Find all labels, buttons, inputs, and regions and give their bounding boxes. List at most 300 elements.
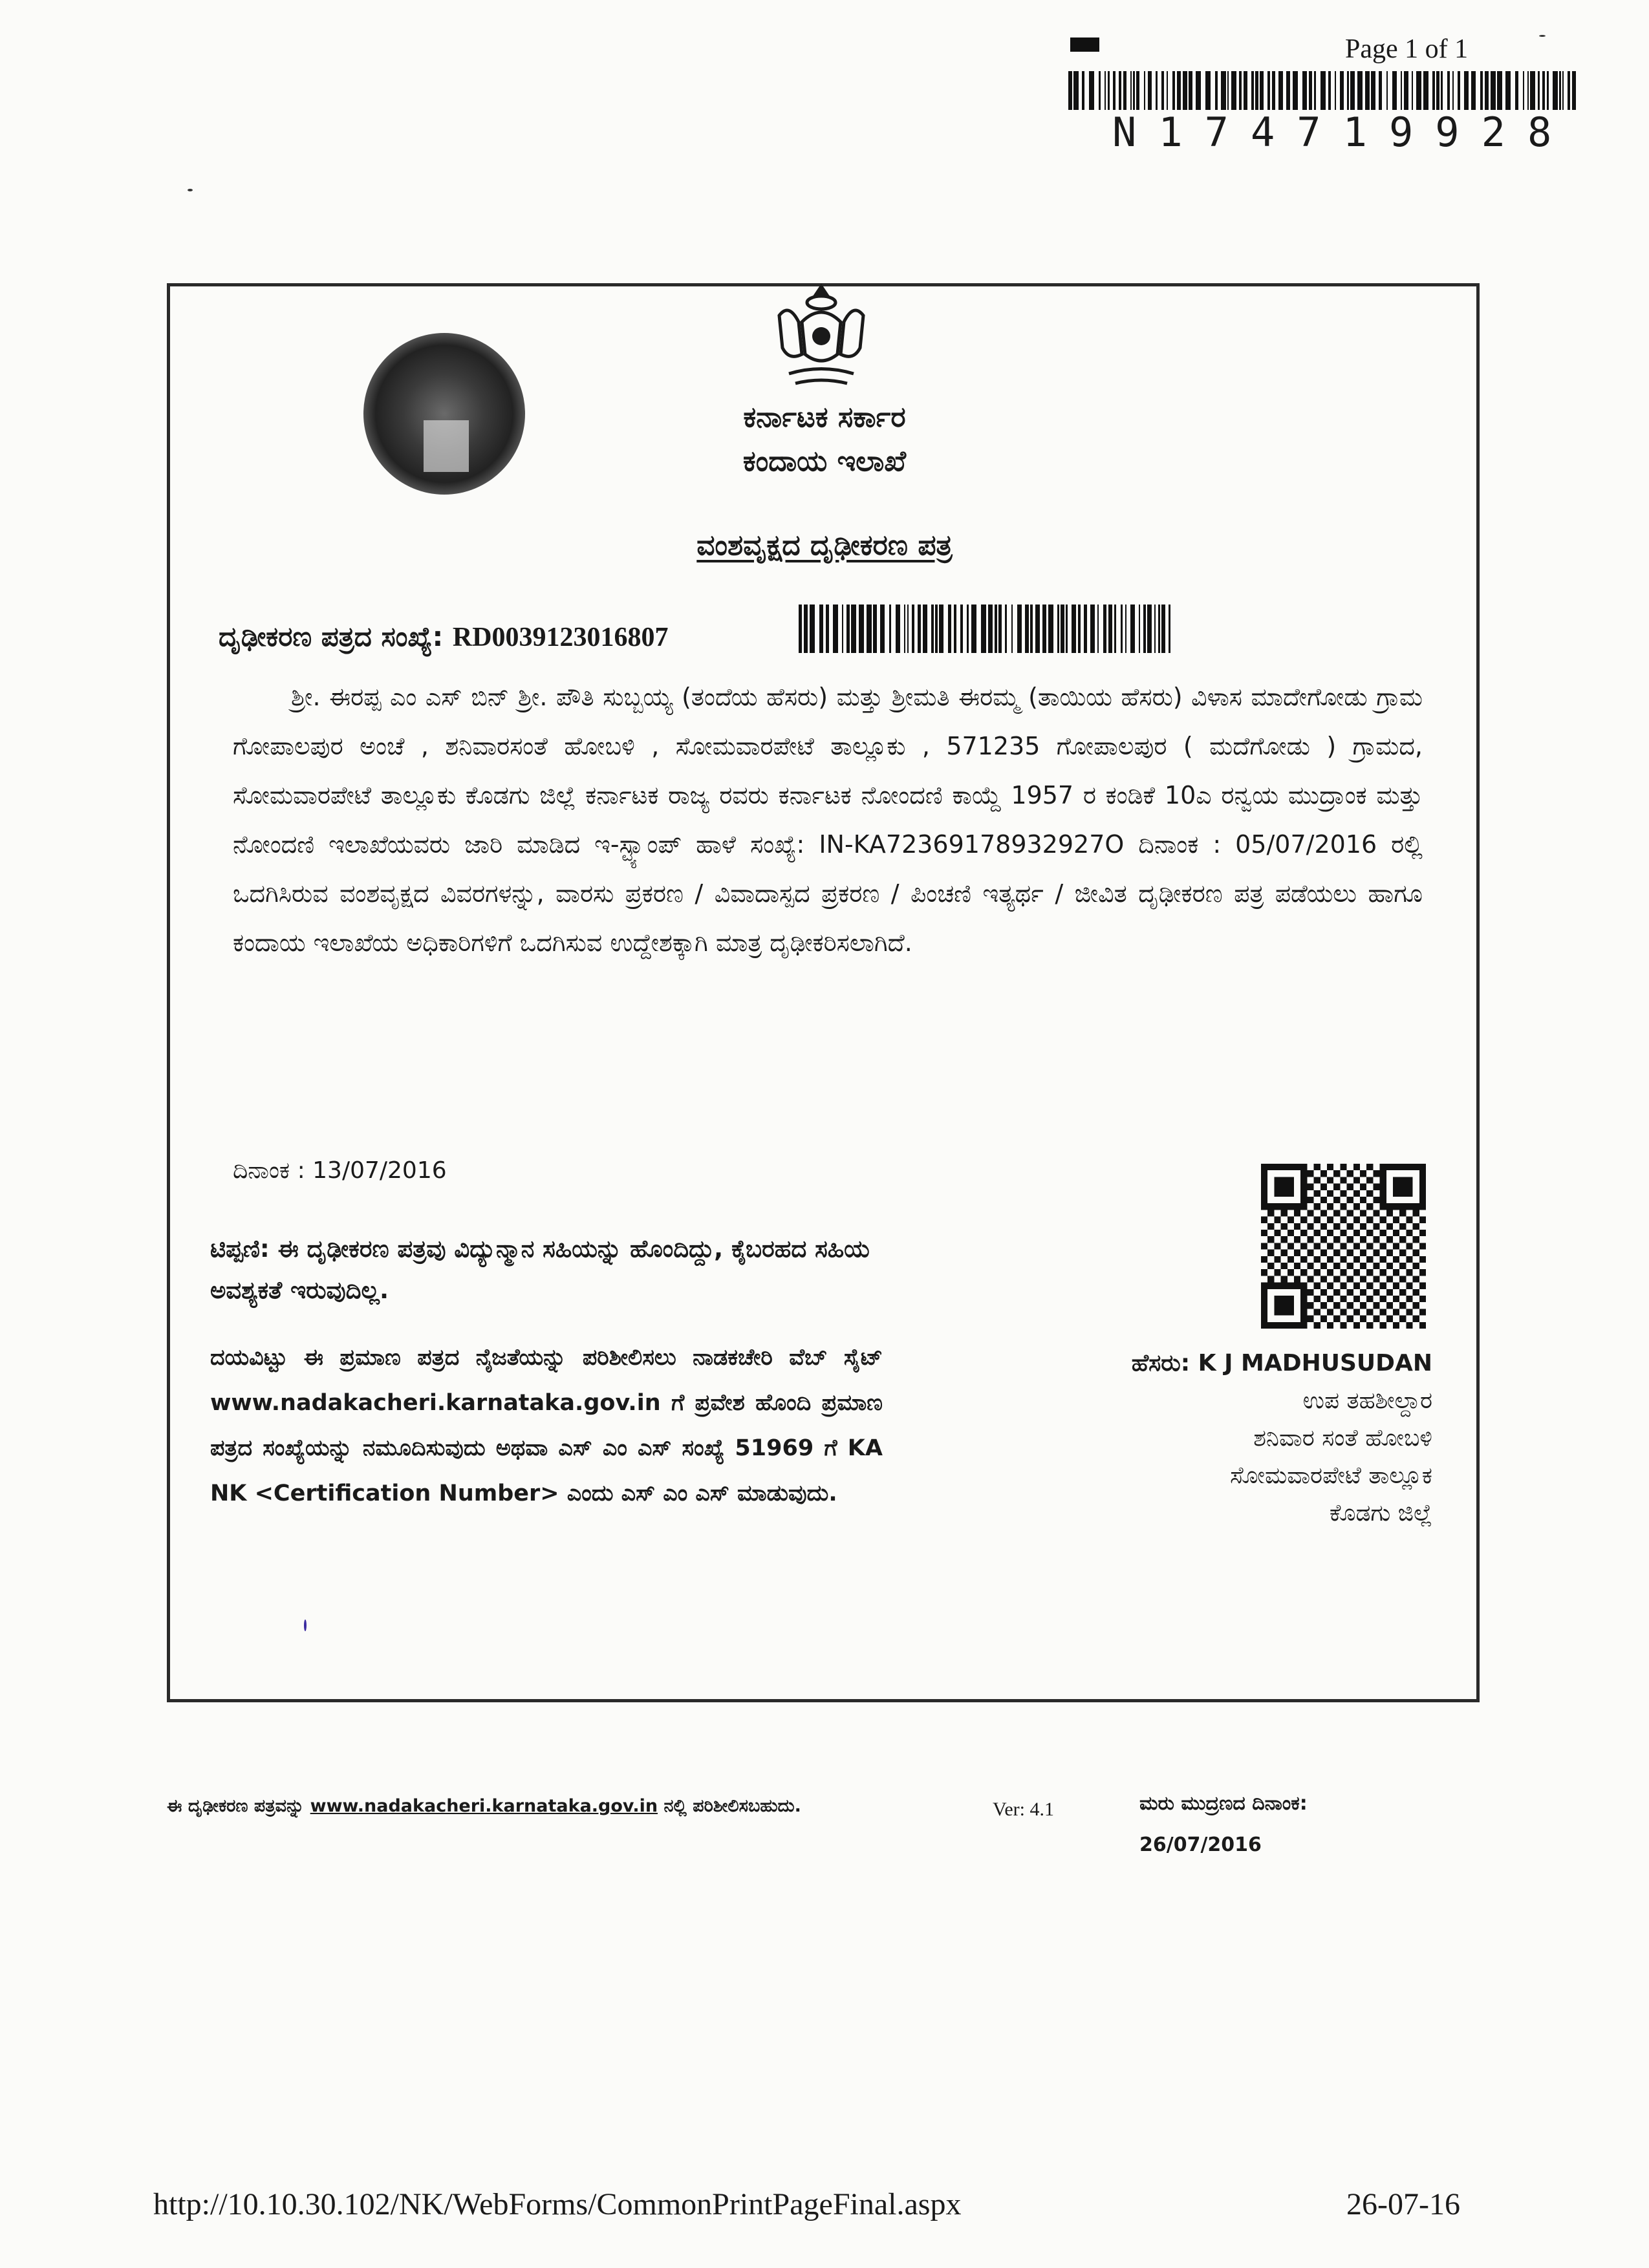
qr-cell bbox=[1380, 1322, 1386, 1329]
qr-cell bbox=[1406, 1309, 1412, 1315]
qr-cell bbox=[1419, 1177, 1426, 1183]
barcode-bar bbox=[1227, 71, 1229, 110]
qr-cell bbox=[1274, 1256, 1280, 1263]
barcode-bar bbox=[1447, 71, 1450, 110]
qr-cell bbox=[1419, 1203, 1426, 1210]
barcode-bar bbox=[918, 604, 921, 653]
qr-cell bbox=[1307, 1236, 1313, 1243]
barcode-bar bbox=[1025, 604, 1029, 653]
barcode-bar bbox=[1302, 71, 1307, 110]
qr-cell bbox=[1261, 1203, 1267, 1210]
qr-cell bbox=[1386, 1250, 1393, 1256]
reprint-label: ಮರು ಮುದ್ರಣದ ದಿನಾಂಕ: bbox=[1139, 1792, 1308, 1815]
qr-cell bbox=[1406, 1243, 1412, 1249]
qr-cell bbox=[1360, 1236, 1366, 1243]
qr-cell bbox=[1340, 1269, 1346, 1276]
barcode-bar bbox=[1436, 71, 1439, 110]
barcode-bar bbox=[1108, 71, 1110, 110]
certificate-body-text: ಶ್ರೀ. ಈರಪ್ಪ ಎಂ ಎಸ್ ಬಿನ್ ಶ್ರೀ. ಪೌತಿ ಸುಬ್ಬಯ್ಯ (ತಂದೆಯ ಹೆಸರು) ಮತ್ತು ಶ್ರೀಮತಿ ಈರಮ್ಮ (ತಾಯಿಯ ಹೆಸರು) ವಿಳಾಸ ಮಾದೇಗೋಡು ಗ್ರಾಮ ಗೋಪಾಲಪುರ ಅಂಚೆ , ಶನಿವಾರಸಂತೆ ಹೋಬಳಿ , ಸೋಮವಾರಪೇಟೆ ತಾಲ್ಲೂಕು , 571235 ಗೋಪಾಲಪುರ ( ಮದೆಗೋಡು ) ಗ್ರಾಮದ, ಸೋಮವಾರಪೇಟೆ ತಾಲ್ಲೂಕು ಕೊಡಗು ಜಿಲ್ಲೆ ಕರ್ನಾಟಕ ರಾಜ್ಯ ರವರು ಕರ್ನಾಟಕ ನೋಂದಣಿ ಕಾಯ್ದೆ 1957 ರ ಕಂಡಿಕೆ 10ಎ ರನ್ವಯ ಮುದ್ರಾಂಕ ಮತ್ತು ನೋಂದಣಿ ಇಲಾಖೆಯವರು ಜಾರಿ ಮಾಡಿದ ಇ-ಸ್ಟ್ಯಾಂಪ್ ಹಾಳೆ ಸಂಖ್ಯೆ: IN-KA72369178932927O ದಿನಾಂಕ : 05/07/2016 ರಲ್ಲಿ ಒದಗಿಸಿರುವ ವಂಶವೃಕ್ಷದ ವಿವರಗಳನ್ನು, ವಾರಸು ಪ್ರಕರಣ / ವಿವಾದಾಸ್ಪದ ಪ್ರಕರಣ / ಪಿಂಚಣಿ ಇತ್ಯರ್ಥ / ಜೀವಿತ ದೃಢೀಕರಣ ಪತ್ರ ಪಡೆಯಲು ಹಾಗೂ ಕಂದಾಯ ಇಲಾಖೆಯ ಅಧಿಕಾರಿಗಳಿಗೆ ಒದಗಿಸುವ ಉದ್ದೇಶಕ್ಕಾಗಿ ಮಾತ್ರ ದೃಢೀಕರಿಸಲಾಗಿದೆ. bbox=[233, 683, 1423, 957]
qr-cell bbox=[1386, 1236, 1393, 1243]
barcode-bar bbox=[1113, 71, 1116, 110]
qr-cell bbox=[1353, 1309, 1360, 1315]
barcode-bar bbox=[939, 604, 943, 653]
barcode-bar bbox=[1458, 71, 1460, 110]
qr-cell bbox=[1373, 1210, 1379, 1216]
barcode-bar bbox=[1066, 604, 1068, 653]
barcode-bar bbox=[896, 604, 900, 653]
barcode-bar bbox=[1147, 604, 1152, 653]
barcode-bar bbox=[1057, 604, 1059, 653]
qr-cell bbox=[1300, 1170, 1307, 1177]
barcode-bar bbox=[1239, 71, 1242, 110]
barcode-bar bbox=[1048, 604, 1053, 653]
barcode-bar bbox=[1097, 604, 1099, 653]
barcode-bar bbox=[1340, 71, 1344, 110]
barcode-bar bbox=[1491, 71, 1496, 110]
qr-cell bbox=[1314, 1243, 1320, 1249]
qr-cell bbox=[1281, 1164, 1288, 1170]
qr-cell bbox=[1314, 1190, 1320, 1197]
barcode-bar bbox=[1260, 71, 1264, 110]
qr-cell bbox=[1347, 1184, 1353, 1190]
qr-cell bbox=[1419, 1283, 1426, 1289]
qr-cell bbox=[1267, 1223, 1274, 1230]
qr-cell bbox=[1347, 1250, 1353, 1256]
government-heading: ಕರ್ನಾಟಕ ಸರ್ಕಾರ bbox=[743, 401, 906, 434]
qr-cell bbox=[1380, 1309, 1386, 1315]
qr-cell bbox=[1261, 1243, 1267, 1249]
qr-cell bbox=[1320, 1316, 1327, 1322]
qr-cell bbox=[1419, 1243, 1426, 1249]
barcode-bar bbox=[1530, 71, 1535, 110]
verify-footer bbox=[167, 1796, 801, 1817]
qr-cell bbox=[1406, 1230, 1412, 1236]
verify-suffix: ನಲ್ಲಿ ಪರಿಶೀಲಿಸಬಹುದು. bbox=[663, 1796, 801, 1816]
qr-cell bbox=[1380, 1243, 1386, 1249]
qr-cell bbox=[1288, 1184, 1294, 1190]
qr-cell bbox=[1353, 1190, 1360, 1197]
qr-cell bbox=[1267, 1210, 1274, 1216]
barcode-bar bbox=[1205, 71, 1211, 110]
qr-cell bbox=[1281, 1309, 1288, 1315]
barcode-bar bbox=[1030, 604, 1033, 653]
qr-cell bbox=[1393, 1296, 1399, 1302]
qr-cell bbox=[1274, 1243, 1280, 1249]
qr-cell bbox=[1320, 1197, 1327, 1203]
barcode-bar bbox=[1133, 71, 1135, 110]
qr-cell bbox=[1327, 1243, 1333, 1249]
qr-cell bbox=[1300, 1203, 1307, 1210]
signatory-office: ಶನಿವಾರ ಸಂತೆ ಹೋಬಳಿ bbox=[1253, 1425, 1432, 1451]
qr-cell bbox=[1340, 1217, 1346, 1223]
qr-cell bbox=[1353, 1164, 1360, 1170]
qr-cell bbox=[1380, 1203, 1386, 1210]
qr-cell bbox=[1294, 1250, 1300, 1256]
qr-cell bbox=[1373, 1236, 1379, 1243]
qr-cell bbox=[1380, 1177, 1386, 1183]
barcode-bar bbox=[1328, 71, 1331, 110]
barcode-bar bbox=[1215, 71, 1218, 110]
barcode-bar bbox=[1130, 71, 1132, 110]
qr-cell bbox=[1413, 1250, 1419, 1256]
qr-cell bbox=[1353, 1269, 1360, 1276]
barcode-bar bbox=[1314, 71, 1316, 110]
qr-cell bbox=[1406, 1283, 1412, 1289]
qr-cell bbox=[1340, 1322, 1346, 1329]
barcode-bar bbox=[1119, 71, 1121, 110]
qr-cell bbox=[1360, 1250, 1366, 1256]
barcode-bar bbox=[867, 604, 872, 653]
barcode-bar bbox=[1042, 604, 1046, 653]
qr-cell bbox=[1399, 1203, 1406, 1210]
qr-cell bbox=[1261, 1302, 1267, 1309]
barcode-bar bbox=[1061, 604, 1064, 653]
qr-cell bbox=[1419, 1256, 1426, 1263]
qr-cell bbox=[1366, 1256, 1373, 1263]
qr-cell bbox=[1413, 1316, 1419, 1322]
barcode-bar bbox=[1161, 71, 1164, 110]
barcode-bar bbox=[1523, 71, 1524, 110]
qr-cell bbox=[1366, 1283, 1373, 1289]
barcode-bar bbox=[1464, 71, 1469, 110]
qr-cell bbox=[1320, 1223, 1327, 1230]
qr-cell bbox=[1399, 1302, 1406, 1309]
qr-cell bbox=[1393, 1184, 1399, 1190]
qr-cell bbox=[1307, 1302, 1313, 1309]
qr-cell bbox=[1333, 1289, 1340, 1296]
qr-cell bbox=[1360, 1223, 1366, 1230]
qr-cell bbox=[1406, 1217, 1412, 1223]
qr-cell bbox=[1307, 1289, 1313, 1296]
barcode-bar bbox=[819, 604, 823, 653]
qr-cell bbox=[1340, 1243, 1346, 1249]
barcode-bar bbox=[1553, 71, 1558, 110]
certificate-barcode bbox=[799, 604, 1174, 653]
barcode-bar bbox=[1471, 71, 1476, 110]
qr-cell bbox=[1274, 1217, 1280, 1223]
qr-cell bbox=[1281, 1302, 1288, 1309]
qr-cell bbox=[1399, 1236, 1406, 1243]
qr-cell bbox=[1288, 1203, 1294, 1210]
barcode-bar bbox=[1386, 71, 1388, 110]
print-page-url: http://10.10.30.102/NK/WebForms/CommonPrintPageFinal.aspx bbox=[153, 2187, 962, 2221]
qr-cell bbox=[1314, 1322, 1320, 1329]
qr-cell bbox=[1353, 1296, 1360, 1302]
qr-cell bbox=[1380, 1197, 1386, 1203]
qr-cell bbox=[1406, 1164, 1412, 1170]
qr-cell bbox=[1360, 1170, 1366, 1177]
qr-cell bbox=[1353, 1322, 1360, 1329]
qr-cell bbox=[1294, 1203, 1300, 1210]
qr-cell bbox=[1393, 1256, 1399, 1263]
barcode-bar bbox=[995, 604, 997, 653]
qr-cell bbox=[1327, 1190, 1333, 1197]
qr-cell bbox=[1373, 1276, 1379, 1282]
barcode-bar bbox=[846, 604, 850, 653]
certificate-title bbox=[0, 529, 1649, 562]
qr-cell bbox=[1360, 1316, 1366, 1322]
barcode-bar bbox=[1068, 71, 1072, 110]
qr-cell bbox=[1340, 1296, 1346, 1302]
qr-cell bbox=[1419, 1164, 1426, 1170]
qr-cell bbox=[1314, 1177, 1320, 1183]
barcode-bar bbox=[1154, 604, 1156, 653]
qr-cell bbox=[1386, 1289, 1393, 1296]
qr-cell bbox=[1261, 1184, 1267, 1190]
qr-cell bbox=[1380, 1230, 1386, 1236]
qr-cell bbox=[1353, 1256, 1360, 1263]
qr-cell bbox=[1307, 1250, 1313, 1256]
qr-cell bbox=[1261, 1283, 1267, 1289]
barcode-bar bbox=[1035, 604, 1040, 653]
barcode-bar bbox=[907, 604, 909, 653]
qr-cell bbox=[1340, 1164, 1346, 1170]
qr-cell bbox=[1281, 1283, 1288, 1289]
karnataka-emblem-icon bbox=[766, 277, 876, 390]
qr-cell bbox=[1274, 1269, 1280, 1276]
qr-cell bbox=[1261, 1316, 1267, 1322]
barcode-bar bbox=[904, 604, 905, 653]
barcode-bar bbox=[1480, 71, 1483, 110]
barcode-bar bbox=[935, 604, 938, 653]
certificate-number: RD0039123016807 bbox=[452, 623, 669, 652]
qr-cell bbox=[1386, 1276, 1393, 1282]
barcode-bar bbox=[1114, 604, 1116, 653]
barcode-bar bbox=[971, 604, 976, 653]
qr-cell bbox=[1267, 1236, 1274, 1243]
qr-cell bbox=[1399, 1250, 1406, 1256]
qr-cell bbox=[1307, 1316, 1313, 1322]
barcode-bar bbox=[1196, 71, 1201, 110]
barcode-bar bbox=[960, 604, 963, 653]
barcode-bar bbox=[1404, 71, 1408, 110]
qr-cell bbox=[1347, 1197, 1353, 1203]
barcode-bar bbox=[1559, 71, 1561, 110]
qr-cell bbox=[1281, 1263, 1288, 1269]
barcode-bar bbox=[799, 604, 802, 653]
qr-cell bbox=[1288, 1309, 1294, 1315]
qr-cell bbox=[1419, 1197, 1426, 1203]
qr-cell bbox=[1300, 1296, 1307, 1302]
qr-cell bbox=[1333, 1197, 1340, 1203]
qr-cell bbox=[1347, 1289, 1353, 1296]
qr-cell bbox=[1294, 1263, 1300, 1269]
qr-cell bbox=[1333, 1170, 1340, 1177]
qr-cell bbox=[1288, 1322, 1294, 1329]
qr-cell bbox=[1281, 1184, 1288, 1190]
qr-cell bbox=[1267, 1203, 1274, 1210]
qr-cell bbox=[1360, 1289, 1366, 1296]
qr-cell bbox=[1294, 1164, 1300, 1170]
qr-cell bbox=[1386, 1203, 1393, 1210]
qr-cell bbox=[1380, 1184, 1386, 1190]
qr-cell bbox=[1393, 1190, 1399, 1197]
barcode-bar bbox=[998, 604, 1002, 653]
qr-cell bbox=[1300, 1190, 1307, 1197]
qr-cell bbox=[1267, 1263, 1274, 1269]
qr-cell bbox=[1281, 1177, 1288, 1183]
barcode-bar bbox=[1144, 71, 1145, 110]
barcode-bar bbox=[1084, 604, 1087, 653]
qr-cell bbox=[1281, 1276, 1288, 1282]
qr-cell bbox=[1261, 1164, 1267, 1170]
qr-cell bbox=[1333, 1184, 1340, 1190]
qr-cell bbox=[1419, 1309, 1426, 1315]
qr-cell bbox=[1373, 1184, 1379, 1190]
qr-cell bbox=[1288, 1283, 1294, 1289]
verify-link[interactable]: www.nadakacheri.karnataka.gov.in bbox=[310, 1796, 658, 1816]
barcode-bar bbox=[967, 604, 969, 653]
qr-cell bbox=[1413, 1289, 1419, 1296]
stamp-serial-number: N174719928 bbox=[1112, 109, 1574, 156]
qr-cell bbox=[1281, 1190, 1288, 1197]
barcode-bar bbox=[1231, 71, 1236, 110]
barcode-bar bbox=[1183, 71, 1187, 110]
qr-cell bbox=[1307, 1170, 1313, 1177]
qr-cell bbox=[1399, 1184, 1406, 1190]
qr-cell bbox=[1288, 1269, 1294, 1276]
qr-cell bbox=[1261, 1322, 1267, 1329]
qr-cell bbox=[1281, 1210, 1288, 1216]
qr-cell bbox=[1406, 1177, 1412, 1183]
qr-cell bbox=[1261, 1230, 1267, 1236]
signatory-block bbox=[1132, 1345, 1432, 1532]
qr-cell bbox=[1320, 1263, 1327, 1269]
qr-cell bbox=[1267, 1283, 1274, 1289]
barcode-bar bbox=[826, 604, 829, 653]
qr-cell bbox=[1327, 1269, 1333, 1276]
qr-cell bbox=[1353, 1217, 1360, 1223]
qr-cell bbox=[1281, 1223, 1288, 1230]
qr-cell bbox=[1366, 1164, 1373, 1170]
qr-cell bbox=[1281, 1322, 1288, 1329]
qr-cell bbox=[1406, 1203, 1412, 1210]
qr-cell bbox=[1300, 1322, 1307, 1329]
barcode-bar bbox=[1017, 604, 1022, 653]
barcode-bar bbox=[1412, 71, 1413, 110]
qr-cell bbox=[1320, 1184, 1327, 1190]
barcode-bar bbox=[1542, 71, 1545, 110]
barcode-bar bbox=[851, 604, 856, 653]
qr-cell bbox=[1353, 1243, 1360, 1249]
qr-cell bbox=[1288, 1164, 1294, 1170]
barcode-bar bbox=[1161, 604, 1165, 653]
qr-cell bbox=[1320, 1236, 1327, 1243]
certificate-title-text: ವಂಶವೃಕ್ಷದ ದೃಢೀಕರಣ ಪತ್ರ bbox=[696, 529, 953, 562]
qr-cell bbox=[1406, 1322, 1412, 1329]
qr-cell bbox=[1327, 1230, 1333, 1236]
barcode-bar bbox=[1568, 71, 1570, 110]
barcode-bar bbox=[1452, 71, 1454, 110]
qr-cell bbox=[1386, 1302, 1393, 1309]
qr-cell bbox=[1320, 1170, 1327, 1177]
barcode-bar bbox=[880, 604, 885, 653]
barcode-bar bbox=[1320, 71, 1326, 110]
verification-instructions: ದಯವಿಟ್ಟು ಈ ಪ್ರಮಾಣ ಪತ್ರದ ನೈಜತೆಯನ್ನು ಪರಿಶೀಲಿಸಲು ನಾಡಕಚೇರಿ ವೆಬ್ ಸೈಟ್ www.nadakacheri.karnataka.gov.in ಗೆ ಪ್ರವೇಶ ಹೊಂದಿ ಪ್ರಮಾಣ ಪತ್ರದ ಸಂಖ್ಯೆಯನ್ನು ನಮೂದಿಸುವುದು ಅಥವಾ ಎಸ್ ಎಂ ಎಸ್ ಸಂಖ್ಯೆ 51969 ಗೆ KA NK <Certification Number> ಎಂದು ಎಸ್ ಎಂ ಎಸ್ ಮಾಡುವುದು. bbox=[210, 1345, 883, 1506]
qr-cell bbox=[1366, 1203, 1373, 1210]
qr-cell bbox=[1300, 1283, 1307, 1289]
qr-cell bbox=[1347, 1276, 1353, 1282]
qr-cell bbox=[1261, 1269, 1267, 1276]
barcode-bar bbox=[1136, 71, 1139, 110]
qr-cell bbox=[1393, 1269, 1399, 1276]
barcode-bar bbox=[1167, 71, 1168, 110]
qr-cell bbox=[1281, 1250, 1288, 1256]
barcode-bar bbox=[1416, 71, 1421, 110]
barcode-bar bbox=[1485, 71, 1489, 110]
barcode-bar bbox=[1177, 71, 1181, 110]
qr-cell bbox=[1393, 1217, 1399, 1223]
barcode-bar bbox=[1156, 71, 1158, 110]
qr-cell bbox=[1413, 1263, 1419, 1269]
barcode-bar bbox=[1515, 71, 1518, 110]
qr-cell bbox=[1333, 1223, 1340, 1230]
barcode-bar bbox=[833, 604, 838, 653]
qr-cell bbox=[1333, 1263, 1340, 1269]
qr-code bbox=[1261, 1164, 1426, 1329]
qr-cell bbox=[1419, 1170, 1426, 1177]
qr-cell bbox=[1300, 1177, 1307, 1183]
qr-cell bbox=[1413, 1223, 1419, 1230]
barcode-bar bbox=[912, 604, 914, 653]
qr-cell bbox=[1261, 1177, 1267, 1183]
barcode-bar bbox=[1562, 71, 1564, 110]
qr-cell bbox=[1413, 1164, 1419, 1170]
qr-cell bbox=[1288, 1230, 1294, 1236]
qr-cell bbox=[1353, 1177, 1360, 1183]
barcode-bar bbox=[1347, 71, 1349, 110]
barcode-bar bbox=[1401, 71, 1402, 110]
qr-cell bbox=[1373, 1223, 1379, 1230]
qr-cell bbox=[1267, 1164, 1274, 1170]
qr-cell bbox=[1320, 1250, 1327, 1256]
barcode-bar bbox=[1148, 71, 1152, 110]
qr-cell bbox=[1261, 1289, 1267, 1296]
qr-cell bbox=[1347, 1210, 1353, 1216]
qr-cell bbox=[1281, 1236, 1288, 1243]
signatory-name: ಹೆಸರು: K J MADHUSUDAN bbox=[1131, 1350, 1432, 1376]
qr-cell bbox=[1300, 1230, 1307, 1236]
barcode-bar bbox=[988, 604, 993, 653]
signatory-district: ಕೊಡಗು ಜಿಲ್ಲೆ bbox=[1329, 1500, 1432, 1526]
qr-cell bbox=[1393, 1283, 1399, 1289]
qr-cell bbox=[1380, 1217, 1386, 1223]
barcode-bar bbox=[1099, 71, 1101, 110]
barcode-bar bbox=[1365, 71, 1370, 110]
qr-cell bbox=[1300, 1184, 1307, 1190]
qr-cell bbox=[1353, 1203, 1360, 1210]
barcode-bar bbox=[1103, 604, 1106, 653]
qr-cell bbox=[1327, 1203, 1333, 1210]
barcode-bar bbox=[1547, 71, 1549, 110]
qr-cell bbox=[1307, 1184, 1313, 1190]
qr-cell bbox=[1340, 1309, 1346, 1315]
barcode-bar bbox=[1538, 71, 1540, 110]
barcode-bar bbox=[1011, 604, 1013, 653]
barcode-bar bbox=[1139, 604, 1140, 653]
department-heading: ಕಂದಾಯ ಇಲಾಖೆ bbox=[742, 445, 907, 478]
qr-cell bbox=[1288, 1190, 1294, 1197]
qr-cell bbox=[1386, 1223, 1393, 1230]
qr-cell bbox=[1314, 1217, 1320, 1223]
qr-cell bbox=[1340, 1203, 1346, 1210]
barcode-bar bbox=[1221, 71, 1226, 110]
stamp-barcode bbox=[1068, 71, 1579, 110]
qr-cell bbox=[1366, 1243, 1373, 1249]
qr-cell bbox=[1347, 1223, 1353, 1230]
qr-cell bbox=[1327, 1296, 1333, 1302]
qr-cell bbox=[1307, 1276, 1313, 1282]
